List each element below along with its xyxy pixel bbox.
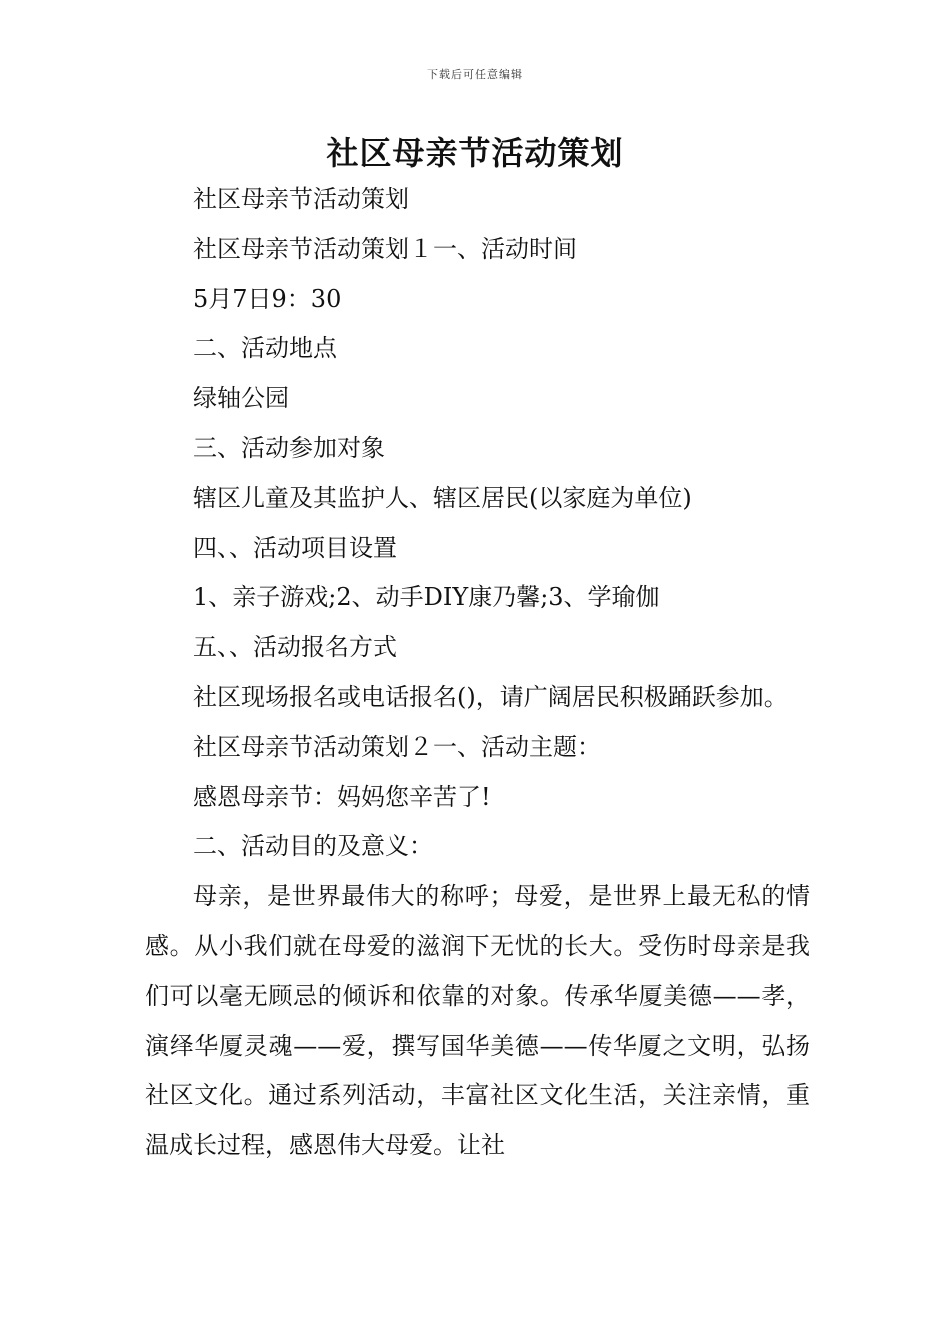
paragraph-plan1-time-heading: 社区母亲节活动策划１一、活动时间: [193, 234, 577, 263]
paragraph-purpose-heading: 二、活动目的及意义：: [193, 832, 433, 861]
paragraph-location: 绿轴公园: [193, 384, 289, 413]
paragraph-items: 1、亲子游戏;2、动手DIY康乃馨;3、学瑜伽: [193, 583, 660, 612]
paragraph-items-heading: 四、、活动项目设置: [193, 533, 397, 562]
paragraph-signup: 社区现场报名或电话报名()，请广阔居民积极踊跃参加。: [193, 682, 788, 711]
paragraph-purpose: 母亲，是世界最伟大的称呼；母爱，是世界上最无私的情感。从小我们就在母爱的滋润下无忧的长大。受伤时母亲是我们可以毫无顾忌的倾诉和依靠的对象。传承华厦美德——孝，演绎华厦灵魂——爱，撰写国华美德——传华厦之文明，弘扬社区文化。通过系列活动，丰富社区文化生活，关注亲情，重温成长过程，感恩伟大母爱。让社: [145, 882, 810, 1160]
paragraph-participants-heading: 三、活动参加对象: [193, 433, 385, 462]
paragraph-theme: 感恩母亲节：妈妈您辛苦了!: [193, 782, 491, 811]
header-note: 下载后可任意编辑: [427, 68, 523, 81]
paragraph-time: 5月7日9：30: [193, 284, 342, 313]
document-body: [145, 175, 810, 1171]
paragraph-plan2-theme-heading: 社区母亲节活动策划２一、活动主题：: [193, 732, 601, 761]
paragraph-signup-heading: 五、、活动报名方式: [193, 633, 397, 662]
document-title: 社区母亲节活动策划: [326, 134, 624, 172]
paragraph-location-heading: 二、活动地点: [193, 334, 337, 363]
paragraph-participants: 辖区儿童及其监护人、辖区居民(以家庭为单位): [193, 483, 692, 512]
paragraph-subtitle: 社区母亲节活动策划: [193, 185, 409, 213]
